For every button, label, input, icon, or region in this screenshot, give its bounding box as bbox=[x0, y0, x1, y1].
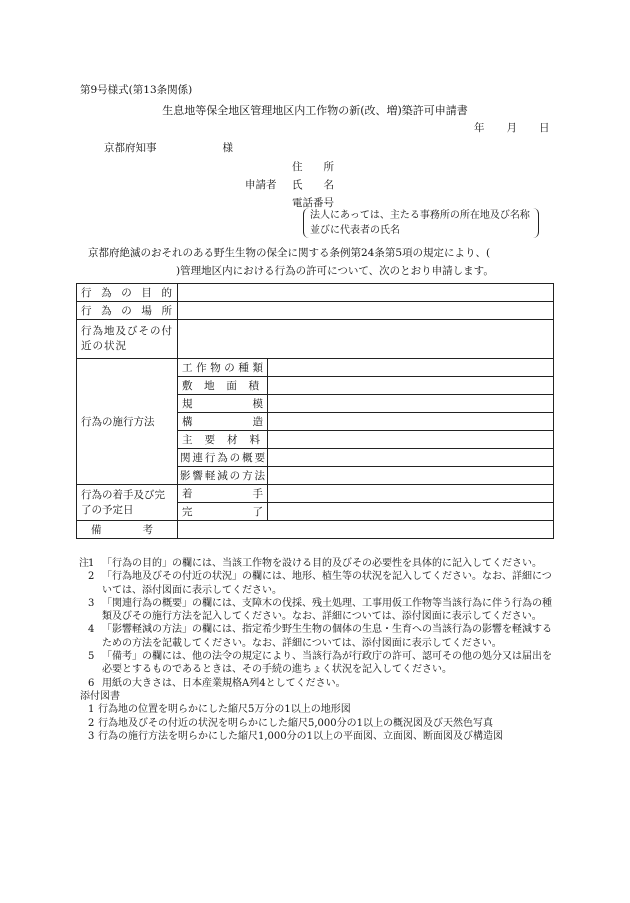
notes-section bbox=[80, 557, 555, 743]
applicant-label: 申請者 bbox=[245, 179, 277, 191]
addressee-honorific: 様 bbox=[222, 142, 233, 154]
applicant-name-label: 氏 名 bbox=[292, 179, 334, 191]
applicant-address-label: 住 所 bbox=[292, 161, 334, 173]
applicant-phone-label: 電話番号 bbox=[292, 197, 334, 209]
list-item: 1 行為地の位置を明らかにした縮尺5万分の1以上の地形図 bbox=[88, 704, 351, 716]
list-item: 4 「影響軽減の方法」の欄には、指定希少野生生物の個体の生息・生育への当該行為の影響を軽減するための方法を記載してください。なお、詳細については、添付図面に表示してください。 bbox=[88, 624, 552, 649]
addressee bbox=[104, 140, 233, 155]
method-item-label: 規模 bbox=[178, 395, 268, 413]
schedule-end-label: 完了 bbox=[178, 503, 268, 521]
attachments-title: 添付図書 bbox=[80, 690, 120, 702]
site-status-label: 行為地及びその付近の状況 bbox=[77, 320, 178, 359]
date-year-label: 年 bbox=[474, 122, 485, 134]
form-number: 第9号様式(第13条関係) bbox=[80, 84, 193, 96]
method-item-label: 敷地面積 bbox=[178, 377, 268, 395]
list-item: 1 「行為の目的」の欄には、当該工作物を設ける目的及びその必要性を具体的に記入してください。 bbox=[88, 558, 542, 569]
method-item-label: 工作物の種類 bbox=[178, 359, 268, 377]
list-item: 2 行為地及びその付近の状況を明らかにした縮尺5,000分の1以上の概況図及び天然色写真 bbox=[88, 717, 493, 729]
purpose-field[interactable] bbox=[178, 284, 554, 302]
table-row bbox=[77, 320, 554, 359]
date-day-label: 日 bbox=[539, 122, 550, 134]
date-month-label: 月 bbox=[506, 122, 517, 134]
method-item-field[interactable] bbox=[268, 377, 554, 395]
location-label: 行為の場所 bbox=[77, 302, 178, 320]
page-title: 生息地等保全地区管理地区内工作物の新(改、増)築許可申請書 bbox=[162, 104, 468, 117]
declaration-line-2: )管理地区内における行為の許可について、次のとおり申請します。 bbox=[176, 265, 494, 277]
table-row bbox=[77, 485, 554, 503]
notes-label: 注 bbox=[79, 558, 89, 569]
remarks-field[interactable] bbox=[178, 521, 554, 539]
method-item-field[interactable] bbox=[268, 359, 554, 377]
list-item: 3 「関連行為の概要」の欄には、支障木の伐採、残土処理、工事用仮工作物等当該行為に伴う行為の種類及びその施行方法を記入してください。なお、詳細については、添付図面に表示してください。 bbox=[88, 597, 552, 623]
site-status-field[interactable] bbox=[178, 320, 554, 359]
table-row bbox=[77, 302, 554, 320]
addressee-name: 京都府知事 bbox=[104, 142, 157, 154]
purpose-label: 行為の目的 bbox=[77, 284, 178, 302]
method-item-field[interactable] bbox=[268, 467, 554, 485]
application-table bbox=[76, 283, 554, 539]
schedule-start-label: 着手 bbox=[178, 485, 268, 503]
list-item: 3 行為の施行方法を明らかにした縮尺1,000分の1以上の平面図、立面図、断面図及び構造図 bbox=[88, 730, 503, 742]
method-item-label: 構造 bbox=[178, 413, 268, 431]
list-item: 5 「備考」の欄には、他の法令の規定により、当該行為が行政庁の許可、認可その他の処分又は届出を必要とするものであるときは、その手続の進ちょく状況を記入してください。 bbox=[88, 651, 552, 676]
method-item-field[interactable] bbox=[268, 395, 554, 413]
method-item-field[interactable] bbox=[268, 431, 554, 449]
date-line bbox=[452, 120, 550, 135]
table-row bbox=[77, 359, 554, 377]
method-item-label: 関連行為の概要 bbox=[178, 449, 268, 467]
method-item-label: 主要材料 bbox=[178, 431, 268, 449]
method-item-field[interactable] bbox=[268, 449, 554, 467]
schedule-start-field[interactable] bbox=[268, 485, 554, 503]
method-label: 行為の施行方法 bbox=[77, 359, 178, 485]
remarks-label: 備考 bbox=[77, 521, 178, 539]
schedule-label: 行為の着手及び完了の予定日 bbox=[77, 485, 178, 521]
list-item: 6 用紙の大きさは、日本産業規格A列4としてください。 bbox=[88, 677, 346, 689]
corporate-note: 法人にあっては、主たる事務所の所在地及び名称並びに代表者の氏名 bbox=[303, 208, 539, 238]
method-item-field[interactable] bbox=[268, 413, 554, 431]
declaration-line-1: 京都府絶滅のおそれのある野生生物の保全に関する条例第24条第5項の規定により、( bbox=[88, 247, 491, 259]
list-item: 2 「行為地及びその付近の状況」の欄には、地形、植生等の状況を記入してください。なお、詳細については、添付図面に表示してください。 bbox=[88, 571, 552, 596]
schedule-end-field[interactable] bbox=[268, 503, 554, 521]
method-item-label: 影響軽減の方法 bbox=[178, 467, 268, 485]
table-row bbox=[77, 284, 554, 302]
location-field[interactable] bbox=[178, 302, 554, 320]
table-row bbox=[77, 521, 554, 539]
